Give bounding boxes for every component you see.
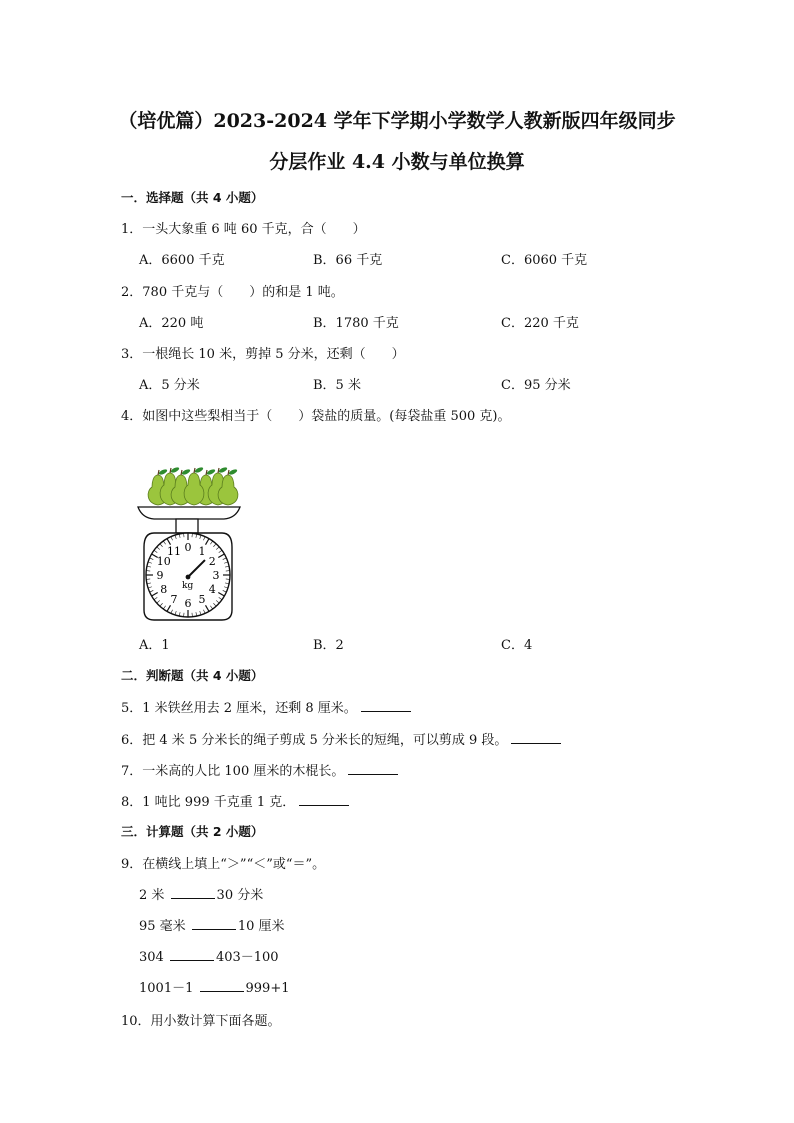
question-1: 1．一头大象重 6 吨 60 千克，合（ ）	[121, 222, 366, 237]
dial-unit: kg	[182, 581, 194, 591]
answer-blank-8[interactable]	[299, 793, 349, 806]
q9-item-3-right: 403－100	[215, 950, 279, 965]
question-7	[121, 760, 398, 779]
compare-blank-4[interactable]	[200, 979, 244, 992]
compare-blank-2[interactable]	[192, 917, 236, 930]
question-5-text: 5．1 米铁丝用去 2 厘米，还剩 8 厘米。	[121, 701, 357, 716]
q9-item-2	[139, 915, 285, 934]
section-heading-choice: 一．选择题（共 4 小题）	[121, 190, 264, 205]
q3-option-a: A．5 分米	[139, 378, 200, 393]
q3-option-c: C．95 分米	[501, 378, 571, 393]
question-6-text: 6．把 4 米 5 分米长的绳子剪成 5 分米长的短绳，可以剪成 9 段。	[121, 733, 508, 748]
dial-number: 5	[198, 593, 206, 607]
page-title-line2: 分层作业 4.4 小数与单位换算	[269, 151, 525, 173]
q9-item-1-left: 2 米	[139, 888, 169, 903]
page-title-line1: （培优篇）2023-2024 学年下学期小学数学人教新版四年级同步	[118, 110, 676, 132]
q9-item-4	[139, 977, 289, 996]
question-8	[121, 791, 349, 810]
dial-number: 7	[170, 593, 178, 607]
q2-option-b: B．1780 千克	[313, 316, 399, 331]
q1-option-a: A．6600 千克	[139, 253, 225, 268]
dial-number: 3	[212, 569, 220, 582]
q2-option-c: C．220 千克	[501, 316, 579, 331]
question-5	[121, 697, 411, 716]
q9-item-2-left: 95 毫米	[139, 919, 190, 934]
question-10: 10．用小数计算下面各题。	[121, 1014, 281, 1029]
scale-with-pears-figure	[136, 462, 256, 624]
dial-number: 10	[156, 555, 171, 568]
q1-option-c: C．6060 千克	[501, 253, 588, 268]
section-heading-calc: 三．计算题（共 2 小题）	[121, 824, 264, 839]
scale-stem	[176, 519, 198, 533]
scale-pan	[138, 507, 240, 519]
dial-number: 1	[198, 544, 206, 558]
q9-item-4-right: 999+1	[245, 981, 290, 996]
answer-blank-6[interactable]	[511, 731, 561, 744]
q9-item-3	[139, 946, 279, 965]
dial-number: 4	[208, 583, 216, 596]
question-2: 2．780 千克与（ ）的和是 1 吨。	[121, 285, 344, 300]
section-heading-judge: 二．判断题（共 4 小题）	[121, 668, 264, 683]
dial-number: 8	[160, 583, 168, 596]
compare-blank-1[interactable]	[171, 886, 215, 899]
dial-number: 0	[184, 541, 192, 554]
dial-center	[186, 575, 191, 580]
question-9: 9．在横线上填上“＞”“＜”或“＝”。	[121, 857, 326, 872]
dial-number: 2	[208, 555, 216, 568]
dial-number: 6	[184, 597, 192, 610]
pears-group	[148, 466, 238, 505]
q9-item-3-left: 304	[139, 950, 168, 965]
compare-blank-3[interactable]	[170, 948, 214, 961]
q4-option-b: B．2	[313, 638, 344, 653]
q9-item-1	[139, 884, 263, 903]
q9-item-1-right: 30 分米	[216, 888, 264, 903]
question-8-text: 8．1 吨比 999 千克重 1 克．	[121, 795, 296, 810]
q4-option-c: C．4	[501, 638, 533, 653]
question-3: 3．一根绳长 10 米，剪掉 5 分米，还剩（ ）	[121, 347, 405, 362]
q3-option-b: B．5 米	[313, 378, 361, 393]
q9-item-4-left: 1001－1	[139, 981, 198, 996]
dial-number: 11	[167, 544, 181, 558]
q4-option-a: A．1	[139, 638, 170, 653]
scale-illustration	[136, 462, 256, 624]
q2-option-a: A．220 吨	[139, 316, 204, 331]
q1-option-b: B．66 千克	[313, 253, 383, 268]
question-4: 4．如图中这些梨相当于（ ）袋盐的质量。(每袋盐重 500 克)。	[121, 409, 511, 424]
answer-blank-7[interactable]	[348, 762, 398, 775]
question-6	[121, 729, 561, 748]
answer-blank-5[interactable]	[361, 699, 411, 712]
q9-item-2-right: 10 厘米	[237, 919, 285, 934]
dial-number: 9	[156, 569, 164, 582]
question-7-text: 7．一米高的人比 100 厘米的木棍长。	[121, 764, 345, 779]
